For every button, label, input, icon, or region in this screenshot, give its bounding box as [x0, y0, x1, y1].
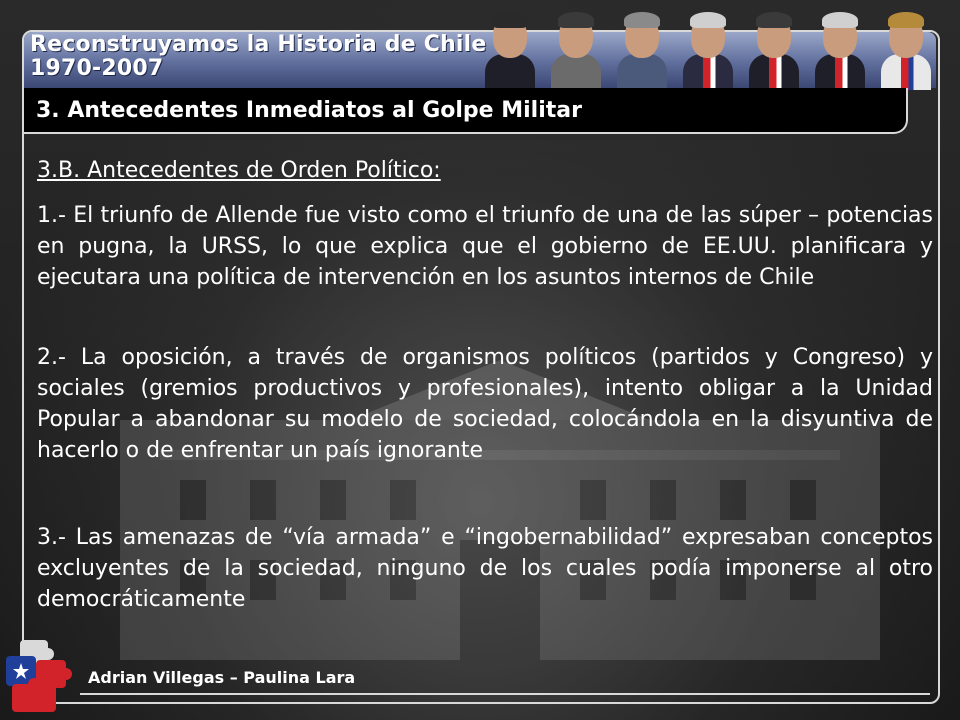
footer-authors: Adrian Villegas – Paulina Lara — [88, 668, 356, 687]
portrait-6 — [810, 8, 870, 88]
section-title: 3. Antecedentes Inmediatos al Golpe Militar — [36, 98, 582, 123]
portrait-1 — [480, 8, 540, 88]
presidents-portraits — [480, 8, 936, 88]
paragraph-3: 3.- Las amenazas de “vía armada” e “ingobernabilidad” expresaban conceptos excluyentes de la sociedad, ninguno de los cuales podía imponerse al otro democráticamente — [37, 525, 933, 612]
header-title — [30, 33, 487, 81]
portrait-5 — [744, 8, 804, 88]
portrait-2 — [546, 8, 606, 88]
paragraph-1: 1.- El triunfo de Allende fue visto como el triunfo de una de las súper – potencias en pugna, la URSS, lo que explica que el gobierno de EE.UU. planificara y ejecutara una política de intervención en los asuntos internos de Chile — [37, 203, 933, 290]
chile-puzzle-logo-icon — [2, 636, 78, 716]
paragraph-2: 2.- La oposición, a través de organismos políticos (partidos y Congreso) y sociales (gremios productivos y profesionales), intento obligar a la Unidad Popular a abandonar su modelo de sociedad, colocándola en la disyuntiva de hacerlo o de enfrentar un país ignorante — [37, 345, 933, 463]
header-title-line1: Reconstruyamos la Historia de Chile — [30, 32, 487, 57]
footer-divider — [80, 693, 930, 695]
header-title-line2: 1970-2007 — [30, 56, 164, 81]
portrait-3 — [612, 8, 672, 88]
subheading: 3.B. Antecedentes de Orden Político: — [37, 158, 441, 183]
portrait-7 — [876, 8, 936, 88]
portrait-4 — [678, 8, 738, 88]
